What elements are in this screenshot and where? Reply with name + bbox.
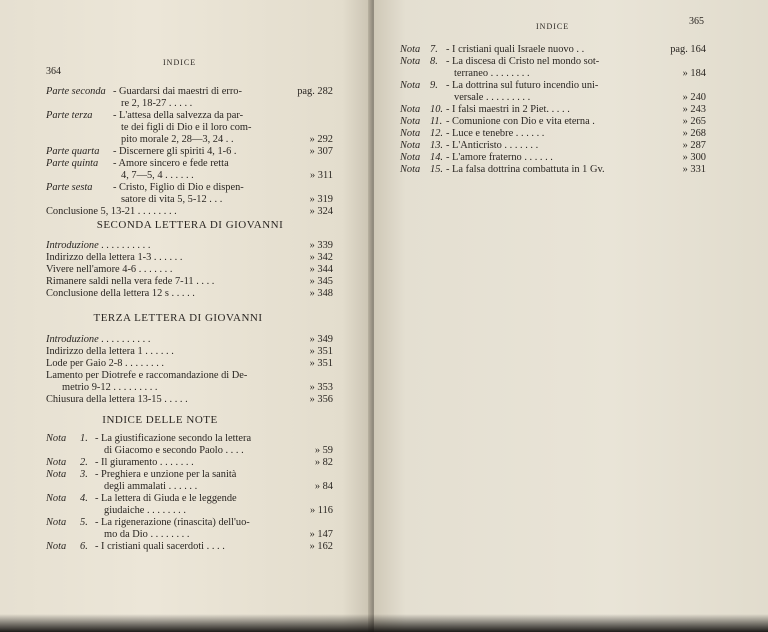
entry-text: Rimanere saldi nella vera fede 7-11 . . . . <box>46 276 215 287</box>
note-label: Nota <box>46 493 67 504</box>
running-head: INDICE <box>536 22 570 31</box>
entry-text: te dei figli di Dio e il loro com- <box>121 122 252 133</box>
entry-text: degli ammalati . . . . . . <box>104 481 198 492</box>
page-ref: » 116 <box>310 505 333 516</box>
entry-text: re 2, 18-27 . . . . . <box>121 98 193 109</box>
note-number: 4. <box>80 493 88 504</box>
page-ref: » 240 <box>682 92 706 103</box>
entry-text: - Luce e tenebre . . . . . . <box>446 128 545 139</box>
note-label: Nota <box>400 140 421 151</box>
page-ref: » 339 <box>309 240 333 251</box>
note-label: Nota <box>400 44 421 55</box>
entry-text: - La giustificazione secondo la lettera <box>95 433 252 444</box>
note-number: 6. <box>80 541 88 552</box>
page-ref: » 351 <box>309 346 333 357</box>
page-ref: » 147 <box>309 529 333 540</box>
entry-text: 4, 7—5, 4 . . . . . . <box>121 170 194 181</box>
section-title: INDICE DELLE NOTE <box>102 414 218 426</box>
entry-text: - La discesa di Cristo nel mondo sot- <box>446 56 600 67</box>
note-number: 3. <box>80 469 88 480</box>
page-ref: » 351 <box>309 358 333 369</box>
entry-text: - I cristiani quali Israele nuovo . . <box>446 44 585 55</box>
book-edge-shadow <box>0 614 768 632</box>
page-ref: » 265 <box>682 116 706 127</box>
entry-text: Introduzione . . . . . . . . . . <box>46 240 151 251</box>
note-number: 7. <box>430 44 438 55</box>
entry-text: - Discernere gli spiriti 4, 1-6 . <box>113 146 237 157</box>
entry-text: - La dottrina sul futuro incendio uni- <box>446 80 599 91</box>
note-number: 9. <box>430 80 438 91</box>
entry-text: metrio 9-12 . . . . . . . . . <box>62 382 158 393</box>
note-label: Nota <box>46 517 67 528</box>
entry-text: - La falsa dottrina combattuta in 1 Gv. <box>446 164 605 175</box>
note-number: 11. <box>430 116 443 127</box>
note-label: Nota <box>400 56 421 67</box>
page-ref: » 287 <box>682 140 706 151</box>
note-number: 5. <box>80 517 88 528</box>
note-number: 1. <box>80 433 88 444</box>
entry-text: mo da Dio . . . . . . . . <box>104 529 190 540</box>
part-label: Parte quarta <box>46 146 100 157</box>
note-label: Nota <box>400 128 421 139</box>
entry-text: - L'Anticristo . . . . . . . <box>446 140 539 151</box>
entry-text: - I falsi maestri in 2 Piet. . . . . <box>446 104 570 115</box>
page-ref: pag. 164 <box>670 44 706 55</box>
note-number: 13. <box>430 140 443 151</box>
entry-text: satore di vita 5, 5-12 . . . <box>121 194 223 205</box>
entry-text: Indirizzo della lettera 1-3 . . . . . . <box>46 252 183 263</box>
page-ref: » 59 <box>314 445 333 456</box>
page-ref: » 348 <box>309 288 333 299</box>
entry-text: - Amore sincero e fede retta <box>113 158 229 169</box>
entry-text: - L'amore fraterno . . . . . . <box>446 152 553 163</box>
note-label: Nota <box>46 457 67 468</box>
entry-text: pito morale 2, 28—3, 24 . . <box>121 134 234 145</box>
entry-text: Introduzione . . . . . . . . . . <box>46 334 151 345</box>
note-number: 14. <box>430 152 443 163</box>
entry-text: terraneo . . . . . . . . <box>454 68 530 79</box>
part-label: Parte quinta <box>46 158 99 169</box>
entry-text: - La rigenerazione (rinascita) dell'uo- <box>95 517 250 528</box>
note-number: 2. <box>80 457 88 468</box>
part-label: Parte seconda <box>46 86 106 97</box>
running-head: INDICE <box>163 58 197 67</box>
page-ref: » 311 <box>310 170 333 181</box>
entry-text: - Preghiera e unzione per la sanità <box>95 469 237 480</box>
note-number: 10. <box>430 104 443 115</box>
entry-text: Indirizzo della lettera 1 . . . . . . <box>46 346 174 357</box>
page-ref: » 292 <box>309 134 333 145</box>
note-label: Nota <box>46 433 67 444</box>
note-label: Nota <box>46 541 67 552</box>
page-ref: » 349 <box>309 334 333 345</box>
page-ref: » 331 <box>682 164 706 175</box>
note-label: Nota <box>400 116 421 127</box>
page-ref: pag. 282 <box>297 86 333 97</box>
page-ref: » 342 <box>309 252 333 263</box>
page-ref: » 324 <box>309 206 333 217</box>
entry-text: Vivere nell'amore 4-6 . . . . . . . <box>46 264 173 275</box>
page-number: 365 <box>689 16 704 27</box>
entry-text: Chiusura della lettera 13-15 . . . . . <box>46 394 188 405</box>
section-title: TERZA LETTERA DI GIOVANNI <box>93 312 263 324</box>
entry-text: - Il giuramento . . . . . . . <box>95 457 194 468</box>
note-label: Nota <box>400 152 421 163</box>
page-ref: » 243 <box>682 104 706 115</box>
entry-text: - Comunione con Dio e vita eterna . <box>446 116 595 127</box>
note-label: Nota <box>400 80 421 91</box>
page-ref: » 319 <box>309 194 333 205</box>
page-ref: » 345 <box>309 276 333 287</box>
entry-text: versale . . . . . . . . . <box>454 92 531 103</box>
right-page <box>374 0 768 632</box>
page-ref: » 307 <box>309 146 333 157</box>
entry-text: di Giacomo e secondo Paolo . . . . <box>104 445 244 456</box>
note-number: 15. <box>430 164 443 175</box>
entry-text: giudaiche . . . . . . . . <box>104 505 186 516</box>
page-ref: » 300 <box>682 152 706 163</box>
entry-text: - I cristiani quali sacerdoti . . . . <box>95 541 225 552</box>
page-number: 364 <box>46 66 61 77</box>
page-ref: » 184 <box>682 68 706 79</box>
entry-text: - La lettera di Giuda e le leggende <box>95 493 237 504</box>
entry-text: Lamento per Diotrefe e raccomandazione di De- <box>46 370 248 381</box>
left-page <box>0 0 372 632</box>
entry-text: Conclusione 5, 13-21 . . . . . . . . <box>46 206 177 217</box>
entry-text: - Cristo, Figlio di Dio e dispen- <box>113 182 244 193</box>
page-ref: » 84 <box>314 481 333 492</box>
entry-text: - L'attesa della salvezza da par- <box>113 110 244 121</box>
section-title: SECONDA LETTERA DI GIOVANNI <box>96 219 284 231</box>
page-ref: » 356 <box>309 394 333 405</box>
note-number: 8. <box>430 56 438 67</box>
part-label: Parte sesta <box>46 182 93 193</box>
part-label: Parte terza <box>46 110 93 121</box>
page-ref: » 82 <box>314 457 333 468</box>
note-label: Nota <box>46 469 67 480</box>
page-ref: » 162 <box>309 541 333 552</box>
note-label: Nota <box>400 104 421 115</box>
page-ref: » 344 <box>309 264 333 275</box>
note-number: 12. <box>430 128 443 139</box>
page-ref: » 268 <box>682 128 706 139</box>
entry-text: Lode per Gaio 2-8 . . . . . . . . <box>46 358 165 369</box>
page-ref: » 353 <box>309 382 333 393</box>
entry-text: - Guardarsi dai maestri di erro- <box>113 86 242 97</box>
entry-text: Conclusione della lettera 12 s . . . . . <box>46 288 195 299</box>
note-label: Nota <box>400 164 421 175</box>
